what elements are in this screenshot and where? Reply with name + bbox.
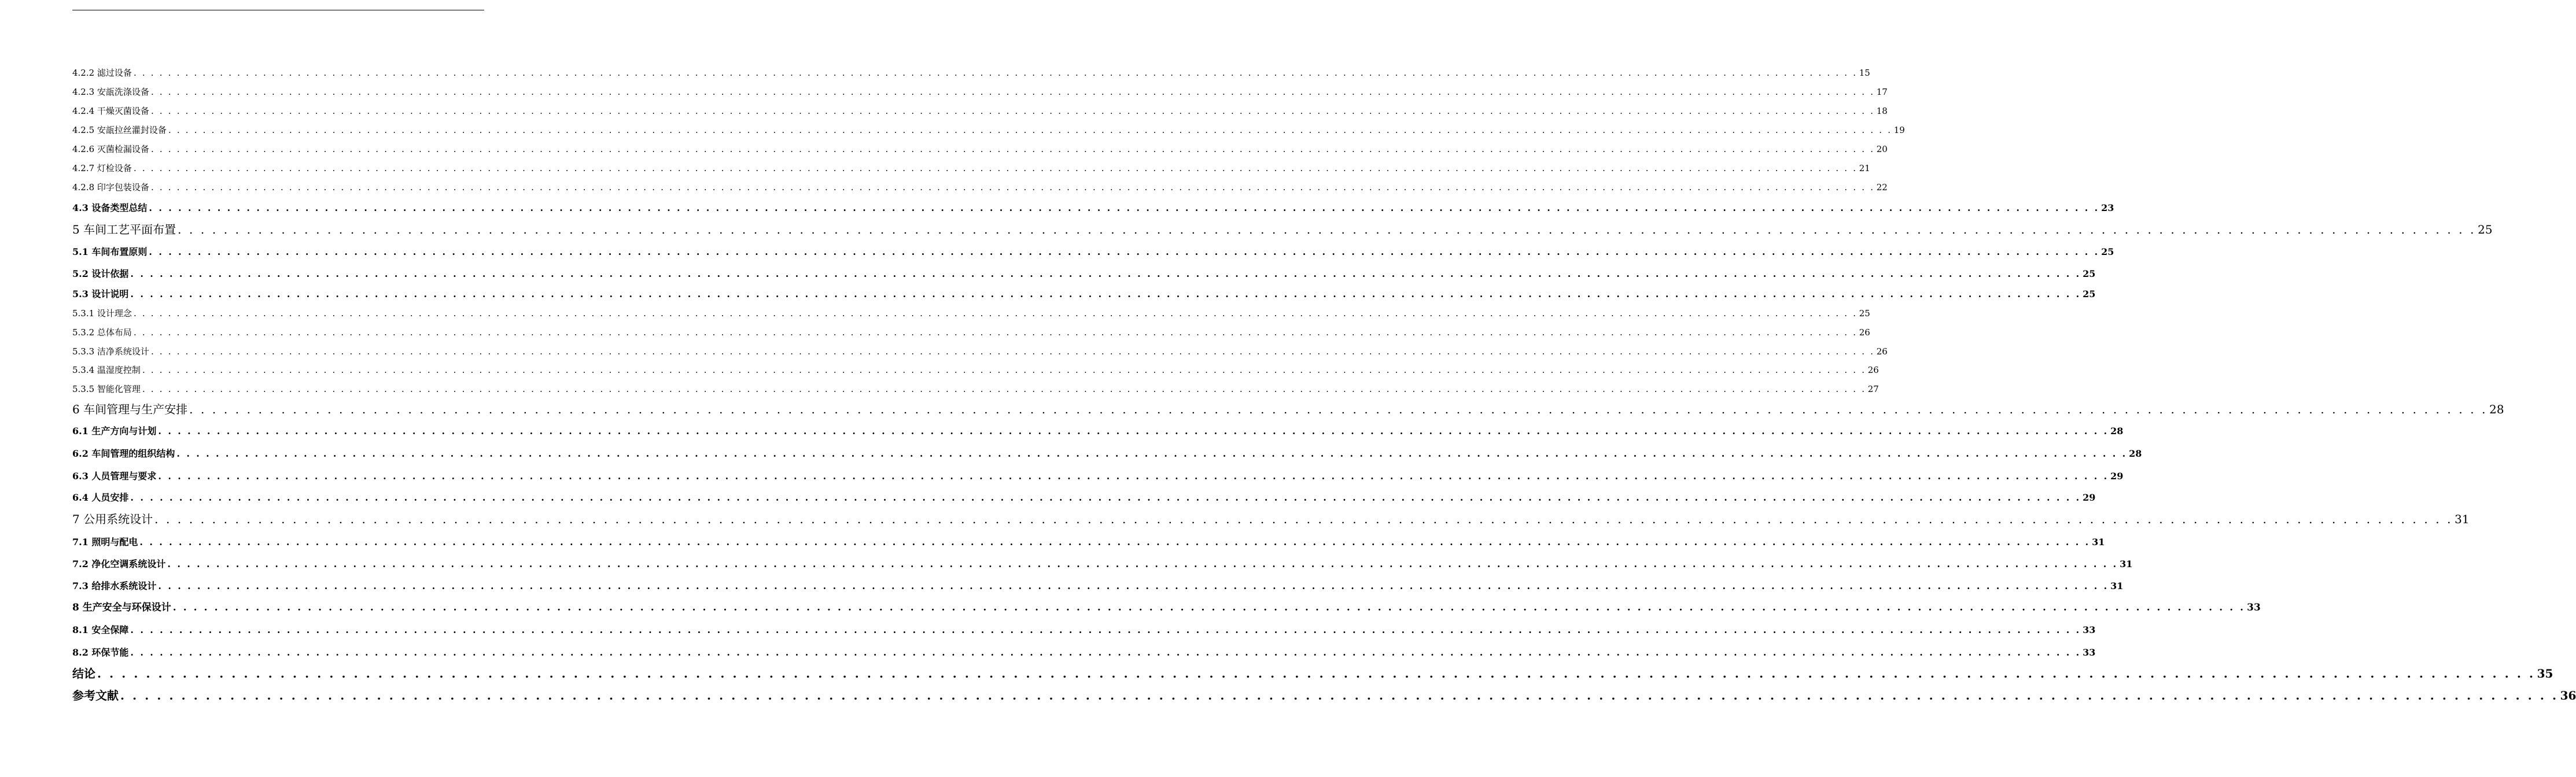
toc-entry-title: 7.2 净化空调系统设计 — [72, 558, 166, 569]
toc-entry-page-number: 22 — [1876, 182, 1888, 193]
toc-entry[interactable] — [72, 577, 2124, 591]
toc-dot-leader: . . . . . . . . . . . . . . . . . . . . . . . . . . . . . . . . . . . . . . . . . . . . . . . . . . . . . . . . . . . . . . . . . . . . . . . . . . . . . . . . . . . . . . . . . . . . . . . . . . . . . . . . . . . . . . . . . . . . . . . . . . . . . . . . . . . . . . . . . . . . . . . . . . . . . . . . . . . . . . . . . . . . . . . . . . . . . . . . . . . . . . . . . . . . . . . . . . . . . . . . — [142, 365, 1866, 375]
toc-entry-page-number: 29 — [2083, 492, 2096, 503]
toc-entry-page-number: 20 — [1876, 144, 1888, 154]
toc-dot-leader: . . . . . . . . . . . . . . . . . . . . . . . . . . . . . . . . . . . . . . . . . . . . . . . . . . . . . . . . . . . . . . . . . . . . . . . . . . . . . . . . . . . . . . . . . . . . . . . . . . . . . . . . . . . . . . . . . . . . . . . . . . . . . . . . . . . . . . . . . . . . . . . . . . . . . . . . . . . . . . . . . . . . . . . . . . . . . . . . . . . . . . . . . . . . . . . . . . . . . . . . — [150, 346, 1875, 357]
toc-entry-title: 4.2.7 灯检设备 — [72, 163, 132, 173]
toc-entry-page-number: 26 — [1867, 365, 1879, 375]
toc-entry-title: 7 公用系统设计 — [72, 512, 153, 526]
toc-dot-leader: . . . . . . . . . . . . . . . . . . . . . . . . . . . . . . . . . . . . . . . . . . . . . . . . . . . . . . . . . . . . . . . . . . . . . . . . . . . . . . . . . . . . . . . . . . . . . . . . . . . . . . . . . . . . . . . . . . . . . . . . . . . . . . . . . . . . . . . . . . . . . . . . . . . . . . . . . . . . . . . . . . . . . . . . . . . . . . . . . . . . . . . . . . . . . . . . . . . . . . . . — [167, 558, 2118, 569]
toc-entry-title: 6.3 人员管理与要求 — [72, 471, 157, 482]
toc-entry[interactable] — [72, 467, 2124, 482]
toc-dot-leader: . . . . . . . . . . . . . . . . . . . . . . . . . . . . . . . . . . . . . . . . . . . . . . . . . . . . . . . . . . . . . . . . . . . . . . . . . . . . . . . . . . . . . . . . . . . . . . . . . . . . . . . . . . . . . . . . . . . . . . . . . . . . . . . . . . . . . . . . . . . . . . . . . . . . . . . . . . . . . . . . . . . . . . . . . . . . . . . . . . . . . . . . . . . . . . . . . . . . . . . . — [139, 536, 2091, 547]
toc-entry-title: 5.3.2 总体布局 — [72, 327, 132, 338]
toc-entry-page-number: 33 — [2083, 647, 2096, 658]
toc-entry-page-number: 31 — [2110, 580, 2124, 591]
toc-dot-leader: . . . . . . . . . . . . . . . . . . . . . . . . . . . . . . . . . . . . . . . . . . . . . . . . . . . . . . . . . . . . . . . . . . . . . . . . . . . . . . . . . . . . . . . . . . . . . . . . . . . . . . . . . . . . . . . . . . . . . . . . . . . . . . . . . . . . . . . . . . . . . . . . . . . . . . . . . . . . . . . . . . . . . . . . . . . . . . . . . . . . . . . . . . . . . . . . . . . . . . . . — [150, 144, 1875, 154]
toc-dot-leader: . . . . . . . . . . . . . . . . . . . . . . . . . . . . . . . . . . . . . . . . . . . . . . . . . . . . . . . . . . . . . . . . . . . . . . . . . . . . . . . . . . . . . . . . . . . . . . . . . . . . . . . . . . . . . . . . . . . . . . . . . . . . . . . . . . . . . . . . . . . . . . . . . . . . . . . . . . . . . . . . . . . . . . . . . . . . . . . . . . . . . . . . . . . . . . . . . . . . . . . . — [172, 602, 2246, 613]
toc-entry[interactable] — [72, 304, 1870, 319]
toc-entry[interactable] — [72, 489, 2096, 503]
toc-entry[interactable] — [72, 401, 2504, 416]
toc-entry-title: 6.4 人员安排 — [72, 492, 129, 503]
toc-entry[interactable] — [72, 422, 2124, 436]
toc-entry[interactable] — [72, 243, 2114, 257]
toc-entry[interactable] — [72, 599, 2261, 613]
toc-entry-page-number: 25 — [2083, 288, 2096, 299]
toc-entry-page-number: 33 — [2247, 602, 2261, 613]
toc-entry-title: 4.2.3 安瓿洗涤设备 — [72, 87, 149, 97]
toc-entry[interactable] — [72, 140, 1888, 154]
toc-entry-title: 4.2.6 灭菌检漏设备 — [72, 144, 149, 154]
toc-entry-page-number: 27 — [1867, 384, 1879, 394]
toc-entry-title: 5.3.1 设计理念 — [72, 308, 132, 319]
toc-entry-title: 6.1 生产方向与计划 — [72, 426, 157, 436]
toc-dot-leader: . . . . . . . . . . . . . . . . . . . . . . . . . . . . . . . . . . . . . . . . . . . . . . . . . . . . . . . . . . . . . . . . . . . . . . . . . . . . . . . . . . . . . . . . . . . . . . . . . . . . . . . . . . . . . . . . . . . . . . . . . . . . . . . . . . . . . . . . . . . . . . . . . . . . . . . . . . . . . . . . . . . . . . . . . . . . . . . . . . . . . . . . . . . . . . . . . . . . . . . . — [133, 327, 1858, 338]
toc-dot-leader: . . . . . . . . . . . . . . . . . . . . . . . . . . . . . . . . . . . . . . . . . . . . . . . . . . . . . . . . . . . . . . . . . . . . . . . . . . . . . . . . . . . . . . . . . . . . . . . . . . . . . . . . . . . . . . . . . . . . . . . . . . . . . . . . . . . . . . . . . . . . . . . . . . . . . . . . . . . . . . . . . . . . . . . . . . . . . . . . . . . . . . . . . . . . . . . . . . . . . . . . — [150, 87, 1875, 97]
toc-dot-leader: . . . . . . . . . . . . . . . . . . . . . . . . . . . . . . . . . . . . . . . . . . . . . . . . . . . . . . . . . . . . . . . . . . . . . . . . . . . . . . . . . . . . . . . . . . . . . . . . . . . . . . . . . . . . . . . . . . . . . . . . . . . . . . . . . . . . . . . . . . . . . . . . . . . . . . . . . . . . . . . . . . . . . . . . . . . . . . . . . . . . . . . . . . . . . . . . . . . . . . . . — [133, 68, 1858, 78]
toc-entry[interactable] — [72, 687, 2576, 702]
toc-dot-leader: . . . . . . . . . . . . . . . . . . . . . . . . . . . . . . . . . . . . . . . . . . . . . . . . . . . . . . . . . . . . . . . . . . . . . . . . . . . . . . . . . . . . . . . . . . . . . . . . . . . . . . . . . . . . . . . . . . . . . . . . . . . . . . . . . . . . . . . . . . . . . . . . . . . . . . . . . . . . . . . . . . . . . . . . . . . . . . . . . . . . . . . . . . . . . . . . . . . . . . . . — [149, 246, 2100, 257]
toc-entry-title: 5.3 设计说明 — [72, 288, 129, 299]
toc-entry[interactable] — [72, 265, 2096, 279]
toc-entry-page-number: 26 — [1876, 346, 1888, 357]
toc-dot-leader: . . . . . . . . . . . . . . . . . . . . . . . . . . . . . . . . . . . . . . . . . . . . . . . . . . . . . . . . . . . . . . . . . . . . . . . . . . . . . . . . . . . . . . . . . . . . . . . . . . . . . . . . . . . . . . . . . . . . . . . . . . . . . . . . . . . . . . . . . . . . . . . . . . . . . . . . . . . . . . . . . . . . . . . . . . . . . . . . . . . . . . . . . . . . . . . . . . . . . . . . — [150, 106, 1875, 116]
toc-entry-title: 5.3.3 洁净系统设计 — [72, 346, 149, 357]
toc-entry[interactable] — [72, 511, 2470, 526]
toc-entry-page-number: 25 — [2083, 268, 2096, 279]
toc-entry-page-number: 18 — [1876, 106, 1888, 116]
toc-entry-title: 7.3 给排水系统设计 — [72, 580, 157, 591]
toc-entry-title: 4.2.2 滤过设备 — [72, 68, 132, 78]
toc-dot-leader: . . . . . . . . . . . . . . . . . . . . . . . . . . . . . . . . . . . . . . . . . . . . . . . . . . . . . . . . . . . . . . . . . . . . . . . . . . . . . . . . . . . . . . . . . . . . . . . . . . . . . . . . . . . . . . . . . . . . . . . . . . . . . . . . . . . . . . . . . . . . . . . . . . . . . . . . . . . . . . . . . . . . . . . . . . . . . . . . . . . . . . . . . . . . . . . . . . . . . . . . — [97, 667, 2536, 680]
toc-entry-title: 6.2 车间管理的组织结构 — [72, 448, 175, 459]
toc-entry-title: 5 车间工艺平面布置 — [72, 223, 176, 236]
toc-entry-page-number: 29 — [2110, 471, 2124, 482]
toc-entry-page-number: 31 — [2455, 512, 2470, 526]
toc-entry-page-number: 28 — [2110, 426, 2124, 436]
toc-entry-page-number: 35 — [2537, 667, 2553, 680]
toc-entry-page-number: 31 — [2120, 558, 2133, 569]
toc-dot-leader: . . . . . . . . . . . . . . . . . . . . . . . . . . . . . . . . . . . . . . . . . . . . . . . . . . . . . . . . . . . . . . . . . . . . . . . . . . . . . . . . . . . . . . . . . . . . . . . . . . . . . . . . . . . . . . . . . . . . . . . . . . . . . . . . . . . . . . . . . . . . . . . . . . . . . . . . . . . . . . . . . . . . . . . . . . . . . . . . . . . . . . . . . . . . . . . . . . . . . . . . — [130, 647, 2081, 658]
toc-dot-leader: . . . . . . . . . . . . . . . . . . . . . . . . . . . . . . . . . . . . . . . . . . . . . . . . . . . . . . . . . . . . . . . . . . . . . . . . . . . . . . . . . . . . . . . . . . . . . . . . . . . . . . . . . . . . . . . . . . . . . . . . . . . . . . . . . . . . . . . . . . . . . . . . . . . . . . . . . . . . . . . . . . . . . . . . . . . . . . . . . . . . . . . . . . . . . . . . . . . . . . . . — [178, 223, 2477, 236]
toc-entry-page-number: 26 — [1859, 327, 1870, 338]
toc-entry-title: 8.2 环保节能 — [72, 647, 129, 658]
toc-entry-page-number: 15 — [1859, 68, 1870, 78]
toc-entry-title: 5.3.4 温湿度控制 — [72, 365, 141, 375]
toc-entry-title: 参考文献 — [72, 689, 119, 702]
toc-entry-title: 5.2 设计依据 — [72, 268, 129, 279]
toc-entry-title: 5.1 车间布置原则 — [72, 246, 148, 257]
toc-entry[interactable] — [72, 533, 2105, 547]
toc-entry-page-number: 17 — [1876, 87, 1888, 97]
toc-entry[interactable] — [72, 121, 1905, 135]
toc-entry[interactable] — [72, 380, 1879, 394]
toc-entry[interactable] — [72, 159, 1870, 173]
toc-entry[interactable] — [72, 445, 2142, 459]
toc-entry-page-number: 28 — [2489, 402, 2504, 416]
toc-dot-leader: . . . . . . . . . . . . . . . . . . . . . . . . . . . . . . . . . . . . . . . . . . . . . . . . . . . . . . . . . . . . . . . . . . . . . . . . . . . . . . . . . . . . . . . . . . . . . . . . . . . . . . . . . . . . . . . . . . . . . . . . . . . . . . . . . . . . . . . . . . . . . . . . . . . . . . . . . . . . . . . . . . . . . . . . . . . . . . . . . . . . . . . . . . . . . . . . . . . . . . . . — [154, 512, 2453, 526]
toc-dot-leader: . . . . . . . . . . . . . . . . . . . . . . . . . . . . . . . . . . . . . . . . . . . . . . . . . . . . . . . . . . . . . . . . . . . . . . . . . . . . . . . . . . . . . . . . . . . . . . . . . . . . . . . . . . . . . . . . . . . . . . . . . . . . . . . . . . . . . . . . . . . . . . . . . . . . . . . . . . . . . . . . . . . . . . . . . . . . . . . . . . . . . . . . . . . . . . . . . . . . . . . . — [133, 308, 1858, 319]
toc-entry-page-number: 25 — [2478, 223, 2493, 236]
toc-dot-leader: . . . . . . . . . . . . . . . . . . . . . . . . . . . . . . . . . . . . . . . . . . . . . . . . . . . . . . . . . . . . . . . . . . . . . . . . . . . . . . . . . . . . . . . . . . . . . . . . . . . . . . . . . . . . . . . . . . . . . . . . . . . . . . . . . . . . . . . . . . . . . . . . . . . . . . . . . . . . . . . . . . . . . . . . . . . . . . . . . . . . . . . . . . . . . . . . . . . . . . . . — [120, 689, 2559, 702]
toc-entry-title: 4.2.8 印字包装设备 — [72, 182, 149, 193]
toc-dot-leader: . . . . . . . . . . . . . . . . . . . . . . . . . . . . . . . . . . . . . . . . . . . . . . . . . . . . . . . . . . . . . . . . . . . . . . . . . . . . . . . . . . . . . . . . . . . . . . . . . . . . . . . . . . . . . . . . . . . . . . . . . . . . . . . . . . . . . . . . . . . . . . . . . . . . . . . . . . . . . . . . . . . . . . . . . . . . . . . . . . . . . . . . . . . . . . . . . . . . . . . . — [130, 624, 2081, 635]
toc-entry[interactable] — [72, 665, 2553, 680]
toc-dot-leader: . . . . . . . . . . . . . . . . . . . . . . . . . . . . . . . . . . . . . . . . . . . . . . . . . . . . . . . . . . . . . . . . . . . . . . . . . . . . . . . . . . . . . . . . . . . . . . . . . . . . . . . . . . . . . . . . . . . . . . . . . . . . . . . . . . . . . . . . . . . . . . . . . . . . . . . . . . . . . . . . . . . . . . . . . . . . . . . . . . . . . . . . . . . . . . . . . . . . . . . . — [158, 426, 2109, 436]
toc-entry[interactable] — [72, 285, 2096, 299]
toc-entry[interactable] — [72, 102, 1888, 116]
toc-entry-title: 5.3.5 智能化管理 — [72, 384, 141, 394]
toc-entry-page-number: 25 — [2101, 246, 2114, 257]
toc-entry-page-number: 31 — [2092, 536, 2105, 547]
toc-entry[interactable] — [72, 643, 2096, 658]
toc-entry-title: 6 车间管理与生产安排 — [72, 402, 188, 416]
toc-entry[interactable] — [72, 342, 1888, 357]
toc-entry-page-number: 21 — [1859, 163, 1870, 173]
toc-entry[interactable] — [72, 621, 2096, 635]
toc-entry[interactable] — [72, 361, 1879, 375]
toc-dot-leader: . . . . . . . . . . . . . . . . . . . . . . . . . . . . . . . . . . . . . . . . . . . . . . . . . . . . . . . . . . . . . . . . . . . . . . . . . . . . . . . . . . . . . . . . . . . . . . . . . . . . . . . . . . . . . . . . . . . . . . . . . . . . . . . . . . . . . . . . . . . . . . . . . . . . . . . . . . . . . . . . . . . . . . . . . . . . . . . . . . . . . . . . . . . . . . . . . . . . . . . . — [149, 202, 2100, 213]
toc-dot-leader: . . . . . . . . . . . . . . . . . . . . . . . . . . . . . . . . . . . . . . . . . . . . . . . . . . . . . . . . . . . . . . . . . . . . . . . . . . . . . . . . . . . . . . . . . . . . . . . . . . . . . . . . . . . . . . . . . . . . . . . . . . . . . . . . . . . . . . . . . . . . . . . . . . . . . . . . . . . . . . . . . . . . . . . . . . . . . . . . . . . . . . . . . . . . . . . . . . . . . . . . — [189, 402, 2488, 416]
toc-dot-leader: . . . . . . . . . . . . . . . . . . . . . . . . . . . . . . . . . . . . . . . . . . . . . . . . . . . . . . . . . . . . . . . . . . . . . . . . . . . . . . . . . . . . . . . . . . . . . . . . . . . . . . . . . . . . . . . . . . . . . . . . . . . . . . . . . . . . . . . . . . . . . . . . . . . . . . . . . . . . . . . . . . . . . . . . . . . . . . . . . . . . . . . . . . . . . . . . . . . . . . . . — [150, 182, 1875, 193]
toc-dot-leader: . . . . . . . . . . . . . . . . . . . . . . . . . . . . . . . . . . . . . . . . . . . . . . . . . . . . . . . . . . . . . . . . . . . . . . . . . . . . . . . . . . . . . . . . . . . . . . . . . . . . . . . . . . . . . . . . . . . . . . . . . . . . . . . . . . . . . . . . . . . . . . . . . . . . . . . . . . . . . . . . . . . . . . . . . . . . . . . . . . . . . . . . . . . . . . . . . . . . . . . . — [130, 268, 2081, 279]
toc-dot-leader: . . . . . . . . . . . . . . . . . . . . . . . . . . . . . . . . . . . . . . . . . . . . . . . . . . . . . . . . . . . . . . . . . . . . . . . . . . . . . . . . . . . . . . . . . . . . . . . . . . . . . . . . . . . . . . . . . . . . . . . . . . . . . . . . . . . . . . . . . . . . . . . . . . . . . . . . . . . . . . . . . . . . . . . . . . . . . . . . . . . . . . . . . . . . . . . . . . . . . . . . — [130, 492, 2081, 503]
toc-entry-title: 4.2.4 干燥灭菌设备 — [72, 106, 149, 116]
toc-entry-page-number: 28 — [2129, 448, 2142, 459]
toc-dot-leader: . . . . . . . . . . . . . . . . . . . . . . . . . . . . . . . . . . . . . . . . . . . . . . . . . . . . . . . . . . . . . . . . . . . . . . . . . . . . . . . . . . . . . . . . . . . . . . . . . . . . . . . . . . . . . . . . . . . . . . . . . . . . . . . . . . . . . . . . . . . . . . . . . . . . . . . . . . . . . . . . . . . . . . . . . . . . . . . . . . . . . . . . . . . . . . . . . . . . . . . . — [130, 288, 2081, 299]
toc-entry-title: 4.2.5 安瓿拉丝灌封设备 — [72, 125, 167, 135]
toc-entry[interactable] — [72, 199, 2114, 213]
toc-entry[interactable] — [72, 83, 1888, 97]
toc-entry[interactable] — [72, 555, 2133, 569]
toc-entry[interactable] — [72, 64, 1870, 78]
toc-entry[interactable] — [72, 178, 1888, 193]
toc-entry-title: 8 生产安全与环保设计 — [72, 602, 171, 613]
toc-entry-page-number: 25 — [1859, 308, 1870, 319]
toc-entry[interactable] — [72, 323, 1870, 338]
toc-entry[interactable] — [72, 221, 2493, 236]
toc-dot-leader: . . . . . . . . . . . . . . . . . . . . . . . . . . . . . . . . . . . . . . . . . . . . . . . . . . . . . . . . . . . . . . . . . . . . . . . . . . . . . . . . . . . . . . . . . . . . . . . . . . . . . . . . . . . . . . . . . . . . . . . . . . . . . . . . . . . . . . . . . . . . . . . . . . . . . . . . . . . . . . . . . . . . . . . . . . . . . . . . . . . . . . . . . . . . . . . . . . . . . . . . — [176, 448, 2128, 459]
toc-entry-title: 8.1 安全保障 — [72, 624, 129, 635]
toc-entry-page-number: 33 — [2083, 624, 2096, 635]
toc-dot-leader: . . . . . . . . . . . . . . . . . . . . . . . . . . . . . . . . . . . . . . . . . . . . . . . . . . . . . . . . . . . . . . . . . . . . . . . . . . . . . . . . . . . . . . . . . . . . . . . . . . . . . . . . . . . . . . . . . . . . . . . . . . . . . . . . . . . . . . . . . . . . . . . . . . . . . . . . . . . . . . . . . . . . . . . . . . . . . . . . . . . . . . . . . . . . . . . . . . . . . . . . — [158, 580, 2109, 591]
toc-entry-title: 7.1 照明与配电 — [72, 536, 138, 547]
toc-entry-title: 4.3 设备类型总结 — [72, 202, 148, 213]
toc-entry-page-number: 36 — [2560, 689, 2576, 702]
toc-dot-leader: . . . . . . . . . . . . . . . . . . . . . . . . . . . . . . . . . . . . . . . . . . . . . . . . . . . . . . . . . . . . . . . . . . . . . . . . . . . . . . . . . . . . . . . . . . . . . . . . . . . . . . . . . . . . . . . . . . . . . . . . . . . . . . . . . . . . . . . . . . . . . . . . . . . . . . . . . . . . . . . . . . . . . . . . . . . . . . . . . . . . . . . . . . . . . . . . . . . . . . . . — [142, 384, 1866, 394]
toc-dot-leader: . . . . . . . . . . . . . . . . . . . . . . . . . . . . . . . . . . . . . . . . . . . . . . . . . . . . . . . . . . . . . . . . . . . . . . . . . . . . . . . . . . . . . . . . . . . . . . . . . . . . . . . . . . . . . . . . . . . . . . . . . . . . . . . . . . . . . . . . . . . . . . . . . . . . . . . . . . . . . . . . . . . . . . . . . . . . . . . . . . . . . . . . . . . . . . . . . . . . . . . . — [168, 125, 1892, 135]
toc-entry-title: 结论 — [72, 667, 95, 680]
toc-entry-page-number: 19 — [1893, 125, 1905, 135]
table-of-contents — [72, 0, 2576, 777]
toc-entry-page-number: 23 — [2101, 202, 2114, 213]
toc-dot-leader: . . . . . . . . . . . . . . . . . . . . . . . . . . . . . . . . . . . . . . . . . . . . . . . . . . . . . . . . . . . . . . . . . . . . . . . . . . . . . . . . . . . . . . . . . . . . . . . . . . . . . . . . . . . . . . . . . . . . . . . . . . . . . . . . . . . . . . . . . . . . . . . . . . . . . . . . . . . . . . . . . . . . . . . . . . . . . . . . . . . . . . . . . . . . . . . . . . . . . . . . — [133, 163, 1858, 173]
toc-dot-leader: . . . . . . . . . . . . . . . . . . . . . . . . . . . . . . . . . . . . . . . . . . . . . . . . . . . . . . . . . . . . . . . . . . . . . . . . . . . . . . . . . . . . . . . . . . . . . . . . . . . . . . . . . . . . . . . . . . . . . . . . . . . . . . . . . . . . . . . . . . . . . . . . . . . . . . . . . . . . . . . . . . . . . . . . . . . . . . . . . . . . . . . . . . . . . . . . . . . . . . . . — [158, 471, 2109, 482]
